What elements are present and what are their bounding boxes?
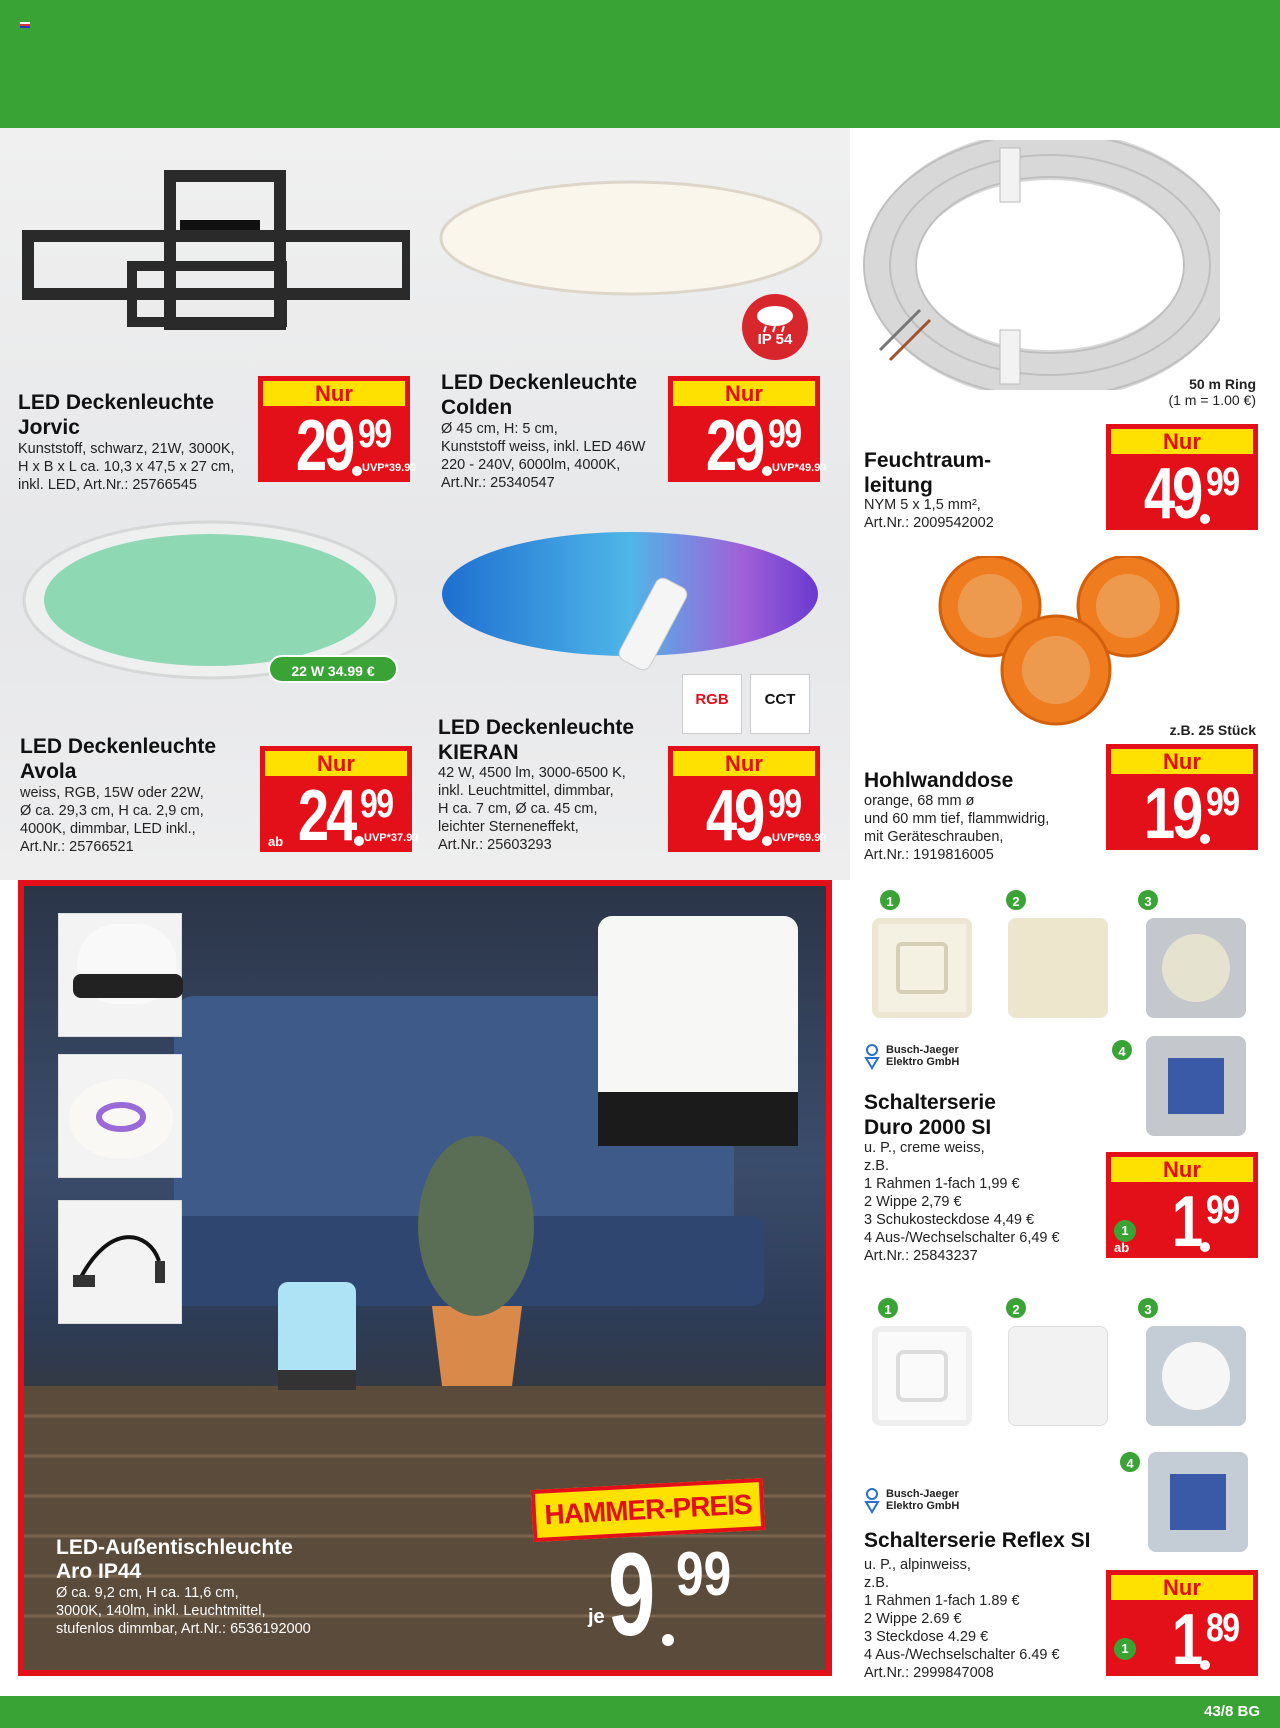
cable-ring-image [860,140,1220,390]
reflex-item-number-1: 1 [876,1296,900,1320]
kieran-description: 42 W, 4500 lm, 3000-6500 K, inkl. Leuchtmittel, dimmbar, H ca. 7 cm, Ø ca. 45 cm, leichter Sterneneffekt, Art.Nr.: 25603293 [438,765,626,853]
duro-rocker-image [1008,918,1108,1018]
jorvic-description: Kunststoff, schwarz, 21W, 3000K, H x B x L ca. 10,3 x 47,5 x 27 cm, inkl. LED, Art.Nr.: 25766545 [18,441,235,493]
aro-text-block: LED-Außentischleuchte Aro IP44 Ø ca. 9,2 cm, H ca. 11,6 cm, 3000K, 140lm, inkl. Leuchtmittel, stufenlos dimmbar, Art.Nr.: 6536192000 [56,1536,311,1637]
reflex-socket-image [1146,1326,1246,1426]
kieran-lamp-image [440,524,830,674]
colden-price-badge: Nur 29 99 UVP*49.99 [668,376,820,482]
thumbnail-touch-control [58,1054,182,1178]
duro-item-number-3: 3 [1136,888,1160,912]
junction-box-title: Hohlwanddose [864,769,1014,792]
junction-box-price-badge: Nur 19 99 [1106,744,1258,850]
reflex-item-number-2: 2 [1004,1296,1028,1320]
busch-jaeger-icon [864,1044,880,1070]
flag-icon [20,22,30,28]
jorvic-lamp-image [20,170,410,330]
duro-switch-image [1146,1036,1246,1136]
jorvic-price-badge: Nur 29 99 UVP*39.99 [258,376,410,482]
footer-bar [0,1696,1280,1728]
duro-description: u. P., creme weiss, z.B. 1 Rahmen 1-fach 1,99 € 2 Wippe 2,79 € 3 Schukosteckdose 4,49 € 4 Aus-/Wechselschalter 6,49 € Art.Nr.: 25843237 [864,1140,1060,1264]
duro-item-number-4: 4 [1110,1038,1134,1062]
avola-title: LED Deckenleuchte Avola [20,735,217,783]
avola-description: weiss, RGB, 15W oder 22W, Ø ca. 29,3 cm, H ca. 2,9 cm, 4000K, dimmbar, LED inkl., Art.Nr.: 25766521 [20,785,204,855]
rain-cloud-icon [742,294,808,334]
cable-title: Feuchtraum- leitung [864,449,992,497]
busch-jaeger-logo-duro: Busch-Jaeger Elektro GmbH [864,1044,959,1068]
thumbnail-usb-cable [58,1200,182,1324]
cable-price-badge: Nur 49 99 [1106,424,1258,530]
busch-jaeger-logo-reflex: Busch-Jaeger Elektro GmbH [864,1488,959,1512]
cct-tag: CCT [750,674,810,734]
reflex-title: Schalterserie Reflex SI [864,1529,1091,1552]
reflex-item-number-3: 3 [1136,1296,1160,1320]
duro-title: Schalterserie Duro 2000 SI [864,1091,996,1139]
duro-frame-image [872,918,972,1018]
header-bar [0,0,1280,128]
reflex-rocker-image [1008,1326,1108,1426]
colden-description: Ø 45 cm, H: 5 cm, Kunststoff weiss, inkl. LED 46W 220 - 240V, 6000lm, 4000K, Art.Nr.: 25340547 [441,421,646,491]
junction-box-image [930,556,1200,726]
reflex-frame-image [872,1326,972,1426]
avola-variant-price: 22 W 34.99 € [268,655,398,683]
kieran-price-badge: Nur 49 99 UVP*69.99 [668,746,820,852]
busch-jaeger-icon [864,1488,880,1514]
colden-lamp-image [436,178,826,298]
aro-price: je 9 99 [588,1529,732,1661]
reflex-switch-image [1148,1452,1248,1552]
rgb-tag: RGB [682,674,742,734]
reflex-description: u. P., alpinweiss, z.B. 1 Rahmen 1-fach 1.89 € 2 Wippe 2.69 € 3 Steckdose 4.29 € 4 Aus-/Wechselschalter 6.49 € Art.Nr.: 2999847008 [864,1557,1060,1681]
jorvic-title: LED Deckenleuchte Jorvic [18,391,215,439]
duro-socket-image [1146,918,1246,1018]
ip54-badge: IP 54 [742,294,808,360]
cable-description: NYM 5 x 1,5 mm², Art.Nr.: 2009542002 [864,497,994,531]
reflex-price-badge: Nur 1 1 89 [1106,1570,1258,1676]
hammer-price-banner: HAMMER-PREIS [531,1478,765,1542]
duro-price-badge: Nur 1 ab 1 99 [1106,1152,1258,1258]
page-number: 43/8 BG [1204,1703,1260,1720]
duro-item-number-2: 2 [1004,888,1028,912]
duro-item-number-1: 1 [878,888,902,912]
reflex-item-number-4: 4 [1118,1450,1142,1474]
thumbnail-lamp-detail [58,913,182,1037]
kieran-title: LED Deckenleuchte KIERAN [438,716,635,764]
avola-price-badge: Nur ab 24 99 UVP*37.99 [260,746,412,852]
junction-box-description: orange, 68 mm ø und 60 mm tief, flammwidrig, mit Geräteschrauben, Art.Nr.: 1919816005 [864,793,1050,863]
junction-box-quantity: z.B. 25 Stück [1169,722,1256,738]
colden-title: LED Deckenleuchte Colden [441,371,638,419]
cable-unit-info: 50 m Ring (1 m = 1.00 €) [1168,376,1256,408]
